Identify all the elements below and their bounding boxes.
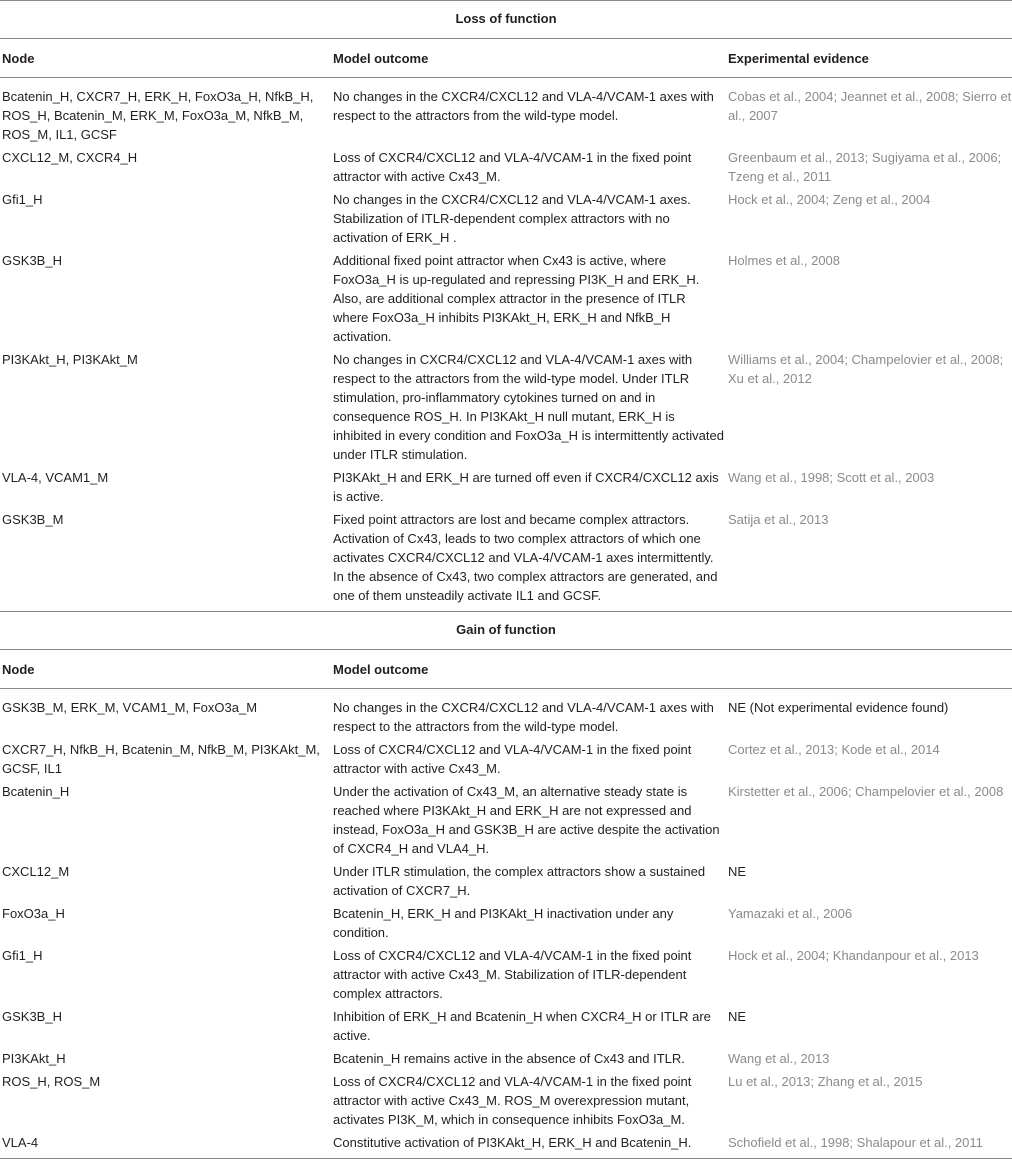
evidence-cell: Kirstetter et al., 2006; Champelovier et al., 2008 [728, 784, 1004, 799]
node-cell: Gfi1_H [2, 192, 43, 207]
evidence-cell: Holmes et al., 2008 [728, 253, 841, 268]
table-row [0, 251, 1012, 346]
table-row [0, 1007, 1012, 1045]
outcome-cell: Loss of CXCR4/CXCL12 and VLA-4/VCAM-1 in the fixed point attractor with active Cx43_M. ROS_M overexpression mutant, activates PI3K_M, which in consequence inhibits FoxO3a_M. [333, 1074, 692, 1127]
table-body [0, 689, 1012, 1159]
column-header-row [0, 39, 1012, 78]
table-row [0, 87, 1012, 144]
table-row [0, 862, 1012, 900]
node-cell: GSK3B_H [2, 1009, 62, 1024]
section-title: Loss of function [0, 0, 1012, 39]
evidence-cell: NE [728, 864, 747, 879]
evidence-cell: Yamazaki et al., 2006 [728, 906, 853, 921]
evidence-cell: Williams et al., 2004; Champelovier et al., 2008; Xu et al., 2012 [728, 352, 1004, 386]
table-row [0, 1133, 1012, 1152]
outcome-cell: Loss of CXCR4/CXCL12 and VLA-4/VCAM-1 in the fixed point attractor with active Cx43_M. [333, 150, 692, 184]
outcome-cell: PI3KAkt_H and ERK_H are turned off even if CXCR4/CXCL12 axis is active. [333, 470, 719, 504]
evidence-cell: Cobas et al., 2004; Jeannet et al., 2008; Sierro et al., 2007 [728, 89, 1012, 123]
node-cell: VLA-4 [2, 1135, 39, 1150]
table-row [0, 782, 1012, 858]
table-row [0, 740, 1012, 778]
table-row [0, 904, 1012, 942]
table-row [0, 946, 1012, 1003]
node-cell: CXCL12_M [2, 864, 70, 879]
column-header-row [0, 650, 1012, 689]
node-cell: GSK3B_M [2, 512, 64, 527]
outcome-cell: Fixed point attractors are lost and became complex attractors. Activation of Cx43, leads to two complex attractors of which one activates CXCR4/CXCL12 and VLA-4/VCAM-1 axes intermittently. In the absence of Cx43, two complex attractors are generated, and one of them unsteadily activate IL1 and GCSF. [333, 512, 718, 603]
node-cell: Gfi1_H [2, 948, 43, 963]
table-row [0, 350, 1012, 464]
outcome-cell: No changes in CXCR4/CXCL12 and VLA-4/VCAM-1 axes with respect to the attractors from the wild-type model. Under ITLR stimulation, pro-inflammatory cytokines turned on and in consequence ROS_H. In PI3KAkt_H null mutant, ERK_H is inhibited in every condition and FoxO3a_H is intermittently activated under ITLR stimulation. [333, 352, 724, 462]
evidence-cell: Wang et al., 2013 [728, 1051, 830, 1066]
node-cell: Bcatenin_H, CXCR7_H, ERK_H, FoxO3a_H, NfkB_H, ROS_H, Bcatenin_M, ERK_M, FoxO3a_M, NfkB_M, ROS_M, IL1, GCSF [2, 89, 314, 142]
outcome-column-header: Model outcome [333, 661, 429, 677]
table-row [0, 1072, 1012, 1129]
node-cell: PI3KAkt_H, PI3KAkt_M [2, 352, 138, 367]
node-cell: GSK3B_M, ERK_M, VCAM1_M, FoxO3a_M [2, 700, 258, 715]
outcome-cell: Bcatenin_H, ERK_H and PI3KAkt_H inactivation under any condition. [333, 906, 674, 940]
table-row [0, 148, 1012, 186]
node-cell: VLA-4, VCAM1_M [2, 470, 109, 485]
evidence-cell: NE [728, 1009, 747, 1024]
outcome-cell: Constitutive activation of PI3KAkt_H, ERK_H and Bcatenin_H. [333, 1135, 692, 1150]
table-row [0, 698, 1012, 736]
outcome-cell: Additional fixed point attractor when Cx43 is active, where FoxO3a_H is up-regulated and repressing PI3K_H and ERK_H. Also, are additional complex attractor in the presence of ITLR where FoxO3a_H inhibits PI3KAkt_H, ERK_H and NfkB_H activation. [333, 253, 700, 344]
evidence-cell: Hock et al., 2004; Zeng et al., 2004 [728, 192, 931, 207]
evidence-column-header: Experimental evidence [728, 50, 869, 66]
table-body [0, 78, 1012, 611]
node-cell: ROS_H, ROS_M [2, 1074, 101, 1089]
evidence-cell: Hock et al., 2004; Khandanpour et al., 2013 [728, 948, 979, 963]
outcome-cell: Loss of CXCR4/CXCL12 and VLA-4/VCAM-1 in the fixed point attractor with active Cx43_M. Stabilization of ITLR-dependent complex attractors. [333, 948, 692, 1001]
evidence-cell: Wang et al., 1998; Scott et al., 2003 [728, 470, 935, 485]
outcome-cell: Under ITLR stimulation, the complex attractors show a sustained activation of CXCR7_H. [333, 864, 706, 898]
table-row [0, 510, 1012, 605]
node-cell: Bcatenin_H [2, 784, 70, 799]
outcome-cell: No changes in the CXCR4/CXCL12 and VLA-4/VCAM-1 axes. Stabilization of ITLR-dependent complex attractors with no activation of ERK_H . [333, 192, 691, 245]
evidence-cell: Satija et al., 2013 [728, 512, 829, 527]
node-cell: CXCL12_M, CXCR4_H [2, 150, 138, 165]
node-column-header: Node [2, 50, 35, 66]
table-row [0, 1049, 1012, 1068]
outcome-column-header: Model outcome [333, 50, 429, 66]
table-row [0, 190, 1012, 247]
node-cell: CXCR7_H, NfkB_H, Bcatenin_M, NfkB_M, PI3KAkt_M, GCSF, IL1 [2, 742, 320, 776]
outcome-cell: No changes in the CXCR4/CXCL12 and VLA-4/VCAM-1 axes with respect to the attractors from the wild-type model. [333, 89, 714, 123]
evidence-cell: Lu et al., 2013; Zhang et al., 2015 [728, 1074, 923, 1089]
section-title: Gain of function [0, 611, 1012, 650]
node-cell: FoxO3a_H [2, 906, 65, 921]
node-cell: PI3KAkt_H [2, 1051, 66, 1066]
table-row [0, 468, 1012, 506]
evidence-cell: NE (Not experimental evidence found) [728, 700, 949, 715]
evidence-cell: Greenbaum et al., 2013; Sugiyama et al., 2006; Tzeng et al., 2011 [728, 150, 1002, 184]
outcome-cell: Under the activation of Cx43_M, an alternative steady state is reached where PI3KAkt_H and ERK_H are not expressed and instead, FoxO3a_H and GSK3B_H are active despite the activation of CXCR4_H and VLA4_H. [333, 784, 720, 856]
outcome-cell: No changes in the CXCR4/CXCL12 and VLA-4/VCAM-1 axes with respect to the attractors from the wild-type model. [333, 700, 714, 734]
outcome-cell: Loss of CXCR4/CXCL12 and VLA-4/VCAM-1 in the fixed point attractor with active Cx43_M. [333, 742, 692, 776]
node-column-header: Node [2, 661, 35, 677]
outcome-cell: Inhibition of ERK_H and Bcatenin_H when CXCR4_H or ITLR are active. [333, 1009, 711, 1043]
evidence-cell: Cortez et al., 2013; Kode et al., 2014 [728, 742, 940, 757]
evidence-cell: Schofield et al., 1998; Shalapour et al., 2011 [728, 1135, 983, 1150]
outcome-cell: Bcatenin_H remains active in the absence of Cx43 and ITLR. [333, 1051, 685, 1066]
node-cell: GSK3B_H [2, 253, 62, 268]
